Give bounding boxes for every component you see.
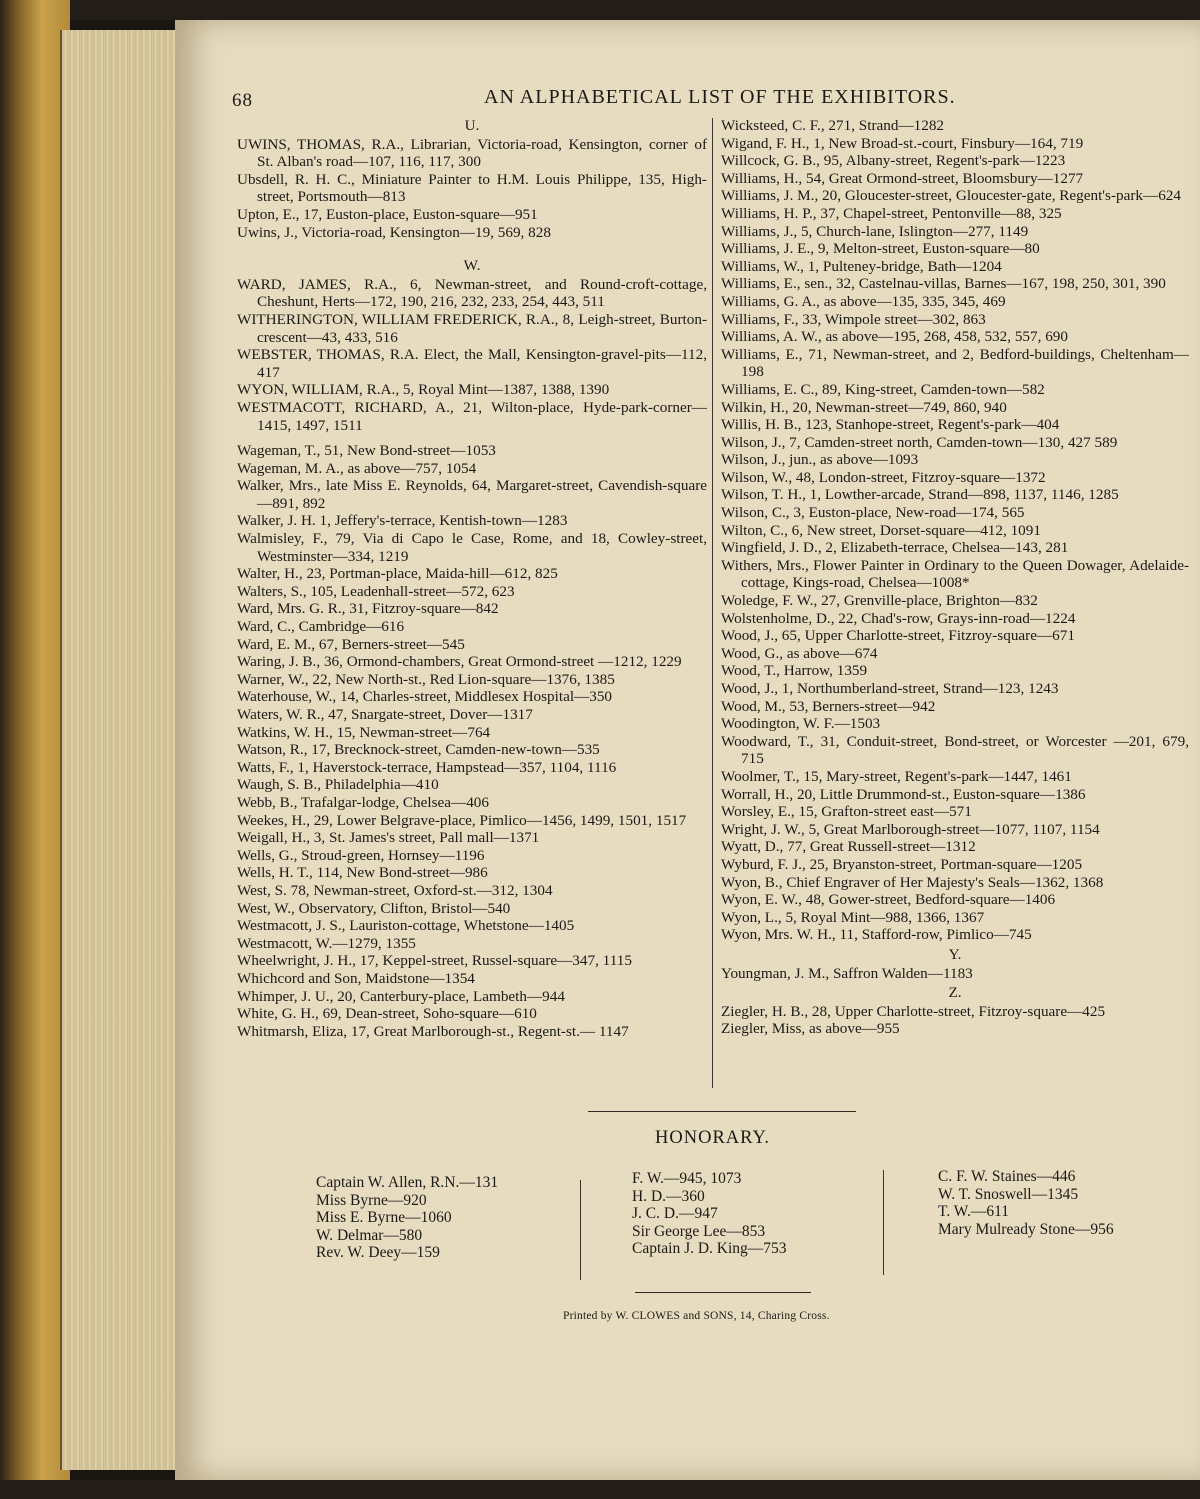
list-item: Wilton, C., 6, New street, Dorset-square—412, 1091	[721, 521, 1041, 539]
list-item: UWINS, THOMAS, R.A., Librarian, Victoria-road, Kensington, corner of St. Alban's road—107, 116, 117, 300	[237, 135, 707, 171]
list-item: Ziegler, H. B., 28, Upper Charlotte-street, Fitzroy-square—425	[721, 1002, 1106, 1020]
list-item: Sir George Lee—853	[632, 1222, 766, 1240]
running-title: AN ALPHABETICAL LIST OF THE EXHIBITORS.	[484, 86, 956, 108]
list-item: Ward, C., Cambridge—616	[237, 618, 405, 636]
list-item: Wingfield, J. D., 2, Elizabeth-terrace, Chelsea—143, 281	[721, 539, 1069, 557]
list-item: Williams, E., 71, Newman-street, and 2, Bedford-buildings, Cheltenham—198	[721, 345, 1189, 381]
list-item: Wolstenholme, D., 22, Chad's-row, Grays-inn-road—1224	[721, 609, 1076, 627]
list-item: Wigand, F. H., 1, New Broad-st.-court, Finsbury—164, 719	[721, 134, 1084, 152]
list-item: Wyburd, F. J., 25, Bryanston-street, Portman-square—1205	[721, 855, 1083, 873]
list-item: Waters, W. R., 47, Snargate-street, Dover—1317	[237, 706, 533, 723]
list-item: Waugh, S. B., Philadelphia—410	[237, 776, 439, 794]
section-heading-w: W.	[463, 257, 481, 275]
list-item: Waring, J. B., 36, Ormond-chambers, Great Ormond-street —1212, 1229	[237, 653, 682, 671]
list-item: Whichcord and Son, Maidstone—1354	[237, 969, 475, 987]
honorary-heading: HONORARY.	[655, 1128, 771, 1148]
list-item: Wright, J. W., 5, Great Marlborough-street—1077, 1107, 1154	[721, 820, 1100, 838]
honorary-column-1	[316, 1174, 498, 1262]
list-item: Williams, E., sen., 32, Castelnau-villas, Barnes—167, 198, 250, 301, 390	[721, 275, 1166, 293]
list-item: Upton, E., 17, Euston-place, Euston-square—951	[237, 205, 538, 223]
list-item: H. D.—360	[632, 1187, 705, 1205]
list-item: Willcock, G. B., 95, Albany-street, Regent's-park—1223	[721, 152, 1066, 170]
list-item: WITHERINGTON, WILLIAM FREDERICK, R.A., 8, Leigh-street, Burton-crescent—43, 433, 516	[237, 310, 707, 346]
list-item: Woolmer, T., 15, Mary-street, Regent's-park—1447, 1461	[721, 767, 1072, 785]
list-item: Watson, R., 17, Brecknock-street, Camden-new-town—535	[237, 741, 600, 759]
list-item: Walmisley, F., 79, Via di Capo le Case, Rome, and 18, Cowley-street, Westminster—334, 1219	[237, 530, 707, 565]
list-item: Wood, T., Harrow, 1359	[721, 662, 868, 680]
list-item: Wood, J., 65, Upper Charlotte-street, Fitzroy-square—671	[721, 627, 1075, 645]
list-item: Wood, G., as above—674	[721, 644, 878, 662]
list-item: Uwins, J., Victoria-road, Kensington—19, 569, 828	[237, 223, 551, 241]
list-item: Woodward, T., 31, Conduit-street, Bond-street, or Worcester —201, 679, 715	[721, 732, 1189, 768]
list-item: Williams, A. W., as above—195, 268, 458, 532, 557, 690	[721, 328, 1068, 346]
list-item: WARD, JAMES, R.A., 6, Newman-street, and Round-croft-cottage, Cheshunt, Herts—172, 190, 216, 232, 233, 254, 443, 511	[237, 275, 707, 311]
list-item: Miss Byrne—920	[316, 1191, 427, 1209]
page-number: 68	[232, 90, 253, 111]
list-item: T. W.—611	[938, 1203, 1010, 1221]
scan-background-bottom	[0, 1480, 1200, 1499]
w-academician-list	[237, 276, 707, 434]
column-divider	[712, 118, 713, 1088]
list-item: Whimper, J. U., 20, Canterbury-place, Lambeth—944	[237, 987, 565, 1005]
list-item: Wageman, M. A., as above—757, 1054	[237, 459, 477, 477]
list-item: WESTMACOTT, RICHARD, A., 21, Wilton-place, Hyde-park-corner—1415, 1497, 1511	[237, 398, 707, 434]
list-item: Weigall, H., 3, St. James's street, Pall mall—1371	[237, 829, 540, 847]
list-item: Williams, G. A., as above—135, 335, 345, 469	[721, 292, 1006, 310]
list-item: Wells, H. T., 114, New Bond-street—986	[237, 864, 488, 882]
right-column	[721, 117, 1189, 1038]
list-item: Williams, J. E., 9, Melton-street, Euston-square—80	[721, 240, 1040, 258]
list-item: Captain J. D. King—753	[632, 1240, 787, 1258]
list-item: Walters, S., 105, Leadenhall-street—572, 623	[237, 582, 515, 600]
list-item: Withers, Mrs., Flower Painter in Ordinary to the Queen Dowager, Adelaide-cottage, Kings-road, Chelsea—1008*	[721, 556, 1189, 592]
list-item: Williams, H. P., 37, Chapel-street, Pentonville—88, 325	[721, 204, 1062, 222]
scan-background-top	[0, 0, 1200, 20]
honorary-column-3	[938, 1168, 1114, 1238]
list-item: Ward, Mrs. G. R., 31, Fitzroy-square—842	[237, 600, 499, 618]
honorary-column-2	[632, 1170, 787, 1258]
list-item: F. W.—945, 1073	[632, 1170, 742, 1187]
list-item: Woodington, W. F.—1503	[721, 715, 881, 733]
list-item: Wyon, L., 5, Royal Mint—988, 1366, 1367	[721, 908, 985, 926]
list-item: Williams, H., 54, Great Ormond-street, Bloomsbury—1277	[721, 169, 1084, 187]
list-item: West, S. 78, Newman-street, Oxford-st.—312, 1304	[237, 881, 553, 899]
column-divider	[883, 1170, 884, 1275]
list-item: WYON, WILLIAM, R.A., 5, Royal Mint—1387, 1388, 1390	[237, 381, 610, 399]
list-item: Wilson, C., 3, Euston-place, New-road—174, 565	[721, 504, 1025, 522]
list-item: Warner, W., 22, New North-st., Red Lion-square—1376, 1385	[237, 670, 615, 688]
list-item: Waterhouse, W., 14, Charles-street, Middlesex Hospital—350	[237, 688, 613, 706]
section-divider	[588, 1111, 856, 1112]
list-item: W. Delmar—580	[316, 1226, 423, 1244]
list-item: Westmacott, J. S., Lauriston-cottage, Whetstone—1405	[237, 917, 575, 935]
list-item: Wilson, J., jun., as above—1093	[721, 451, 919, 469]
list-item: Whitmarsh, Eliza, 17, Great Marlborough-st., Regent-st.— 1147	[237, 1022, 629, 1040]
list-item: Watts, F., 1, Haverstock-terrace, Hampstead—357, 1104, 1116	[237, 758, 617, 776]
list-item: Williams, F., 33, Wimpole street—302, 863	[721, 310, 986, 328]
u-entry-list	[237, 136, 707, 242]
list-item: Wicksteed, C. F., 271, Strand—1282	[721, 117, 945, 134]
list-item: W. T. Snoswell—1345	[938, 1185, 1079, 1203]
list-item: Watkins, W. H., 15, Newman-street—764	[237, 723, 491, 741]
column-divider	[580, 1180, 581, 1280]
list-item: C. F. W. Staines—446	[938, 1168, 1076, 1185]
list-item: J. C. D.—947	[632, 1205, 718, 1223]
list-item: Ward, E. M., 67, Berners-street—545	[237, 635, 465, 653]
list-item: Williams, J. M., 20, Gloucester-street, Gloucester-gate, Regent's-park—624	[721, 187, 1181, 205]
list-item: Ziegler, Miss, as above—955	[721, 1020, 900, 1038]
list-item: Walker, J. H. 1, Jeffery's-terrace, Kentish-town—1283	[237, 512, 568, 530]
left-column	[237, 117, 707, 1040]
section-heading-z: Z.	[948, 984, 962, 1002]
list-item: Williams, E. C., 89, King-street, Camden-town—582	[721, 380, 1045, 398]
list-item: Wilson, T. H., 1, Lowther-arcade, Strand—898, 1137, 1146, 1285	[721, 486, 1119, 504]
list-item: Weekes, H., 29, Lower Belgrave-place, Pimlico—1456, 1499, 1501, 1517	[237, 811, 687, 829]
list-item: Wyon, B., Chief Engraver of Her Majesty's Seals—1362, 1368	[721, 873, 1104, 891]
list-item: Worsley, E., 15, Grafton-street east—571	[721, 803, 972, 821]
list-item: West, W., Observatory, Clifton, Bristol—540	[237, 899, 511, 917]
page-stack-edge	[60, 30, 182, 1470]
section-heading-y: Y.	[948, 945, 962, 963]
list-item: Wilson, W., 48, London-street, Fitzroy-square—1372	[721, 468, 1046, 486]
list-item: Webb, B., Trafalgar-lodge, Chelsea—406	[237, 793, 489, 811]
footer-divider	[635, 1292, 811, 1293]
list-item: Walter, H., 23, Portman-place, Maida-hill—612, 825	[237, 565, 558, 583]
printer-imprint: Printed by W. CLOWES and SONS, 14, Charing Cross.	[563, 1310, 830, 1322]
list-item: Mary Mulready Stone—956	[938, 1220, 1114, 1238]
list-item: Rev. W. Deey—159	[316, 1244, 440, 1262]
w-entry-list-continued	[721, 117, 1189, 944]
list-item: Wheelwright, J. H., 17, Keppel-street, Russel-square—347, 1115	[237, 952, 632, 970]
list-item: Wood, M., 53, Berners-street—942	[721, 697, 936, 715]
list-item: WEBSTER, THOMAS, R.A. Elect, the Mall, Kensington-gravel-pits—112, 417	[237, 346, 707, 381]
w-entry-list	[237, 442, 707, 1040]
list-item: Walker, Mrs., late Miss E. Reynolds, 64, Margaret-street, Cavendish-square—891, 892	[237, 477, 707, 512]
list-item: Williams, W., 1, Pulteney-bridge, Bath—1204	[721, 257, 1002, 275]
list-item: Miss E. Byrne—1060	[316, 1209, 452, 1227]
section-heading-u: U.	[464, 117, 480, 134]
list-item: Wyon, E. W., 48, Gower-street, Bedford-square—1406	[721, 891, 1056, 909]
list-item: Worrall, H., 20, Little Drummond-st., Euston-square—1386	[721, 785, 1086, 803]
list-item: Westmacott, W.—1279, 1355	[237, 934, 416, 952]
list-item: Captain W. Allen, R.N.—131	[316, 1174, 499, 1191]
list-item: Youngman, J. M., Saffron Walden—1183	[721, 964, 973, 982]
list-item: Wyatt, D., 77, Great Russell-street—1312	[721, 838, 976, 856]
list-item: Wells, G., Stroud-green, Hornsey—1196	[237, 846, 485, 864]
list-item: Woledge, F. W., 27, Grenville-place, Brighton—832	[721, 592, 1038, 610]
list-item: Wood, J., 1, Northumberland-street, Strand—123, 1243	[721, 680, 1059, 697]
list-item: White, G. H., 69, Dean-street, Soho-square—610	[237, 1005, 537, 1023]
list-item: Willis, H. B., 123, Stanhope-street, Regent's-park—404	[721, 416, 1060, 434]
list-item: Wilkin, H., 20, Newman-street—749, 860, 940	[721, 398, 1007, 416]
list-item: Ubsdell, R. H. C., Miniature Painter to H.M. Louis Philippe, 135, High-street, Portsmouth—813	[237, 170, 707, 206]
list-item: Williams, J., 5, Church-lane, Islington—277, 1149	[721, 222, 1029, 240]
list-item: Wilson, J., 7, Camden-street north, Camden-town—130, 427 589	[721, 433, 1118, 451]
list-item: Wageman, T., 51, New Bond-street—1053	[237, 442, 496, 460]
list-item: Wyon, Mrs. W. H., 11, Stafford-row, Pimlico—745	[721, 926, 1032, 944]
